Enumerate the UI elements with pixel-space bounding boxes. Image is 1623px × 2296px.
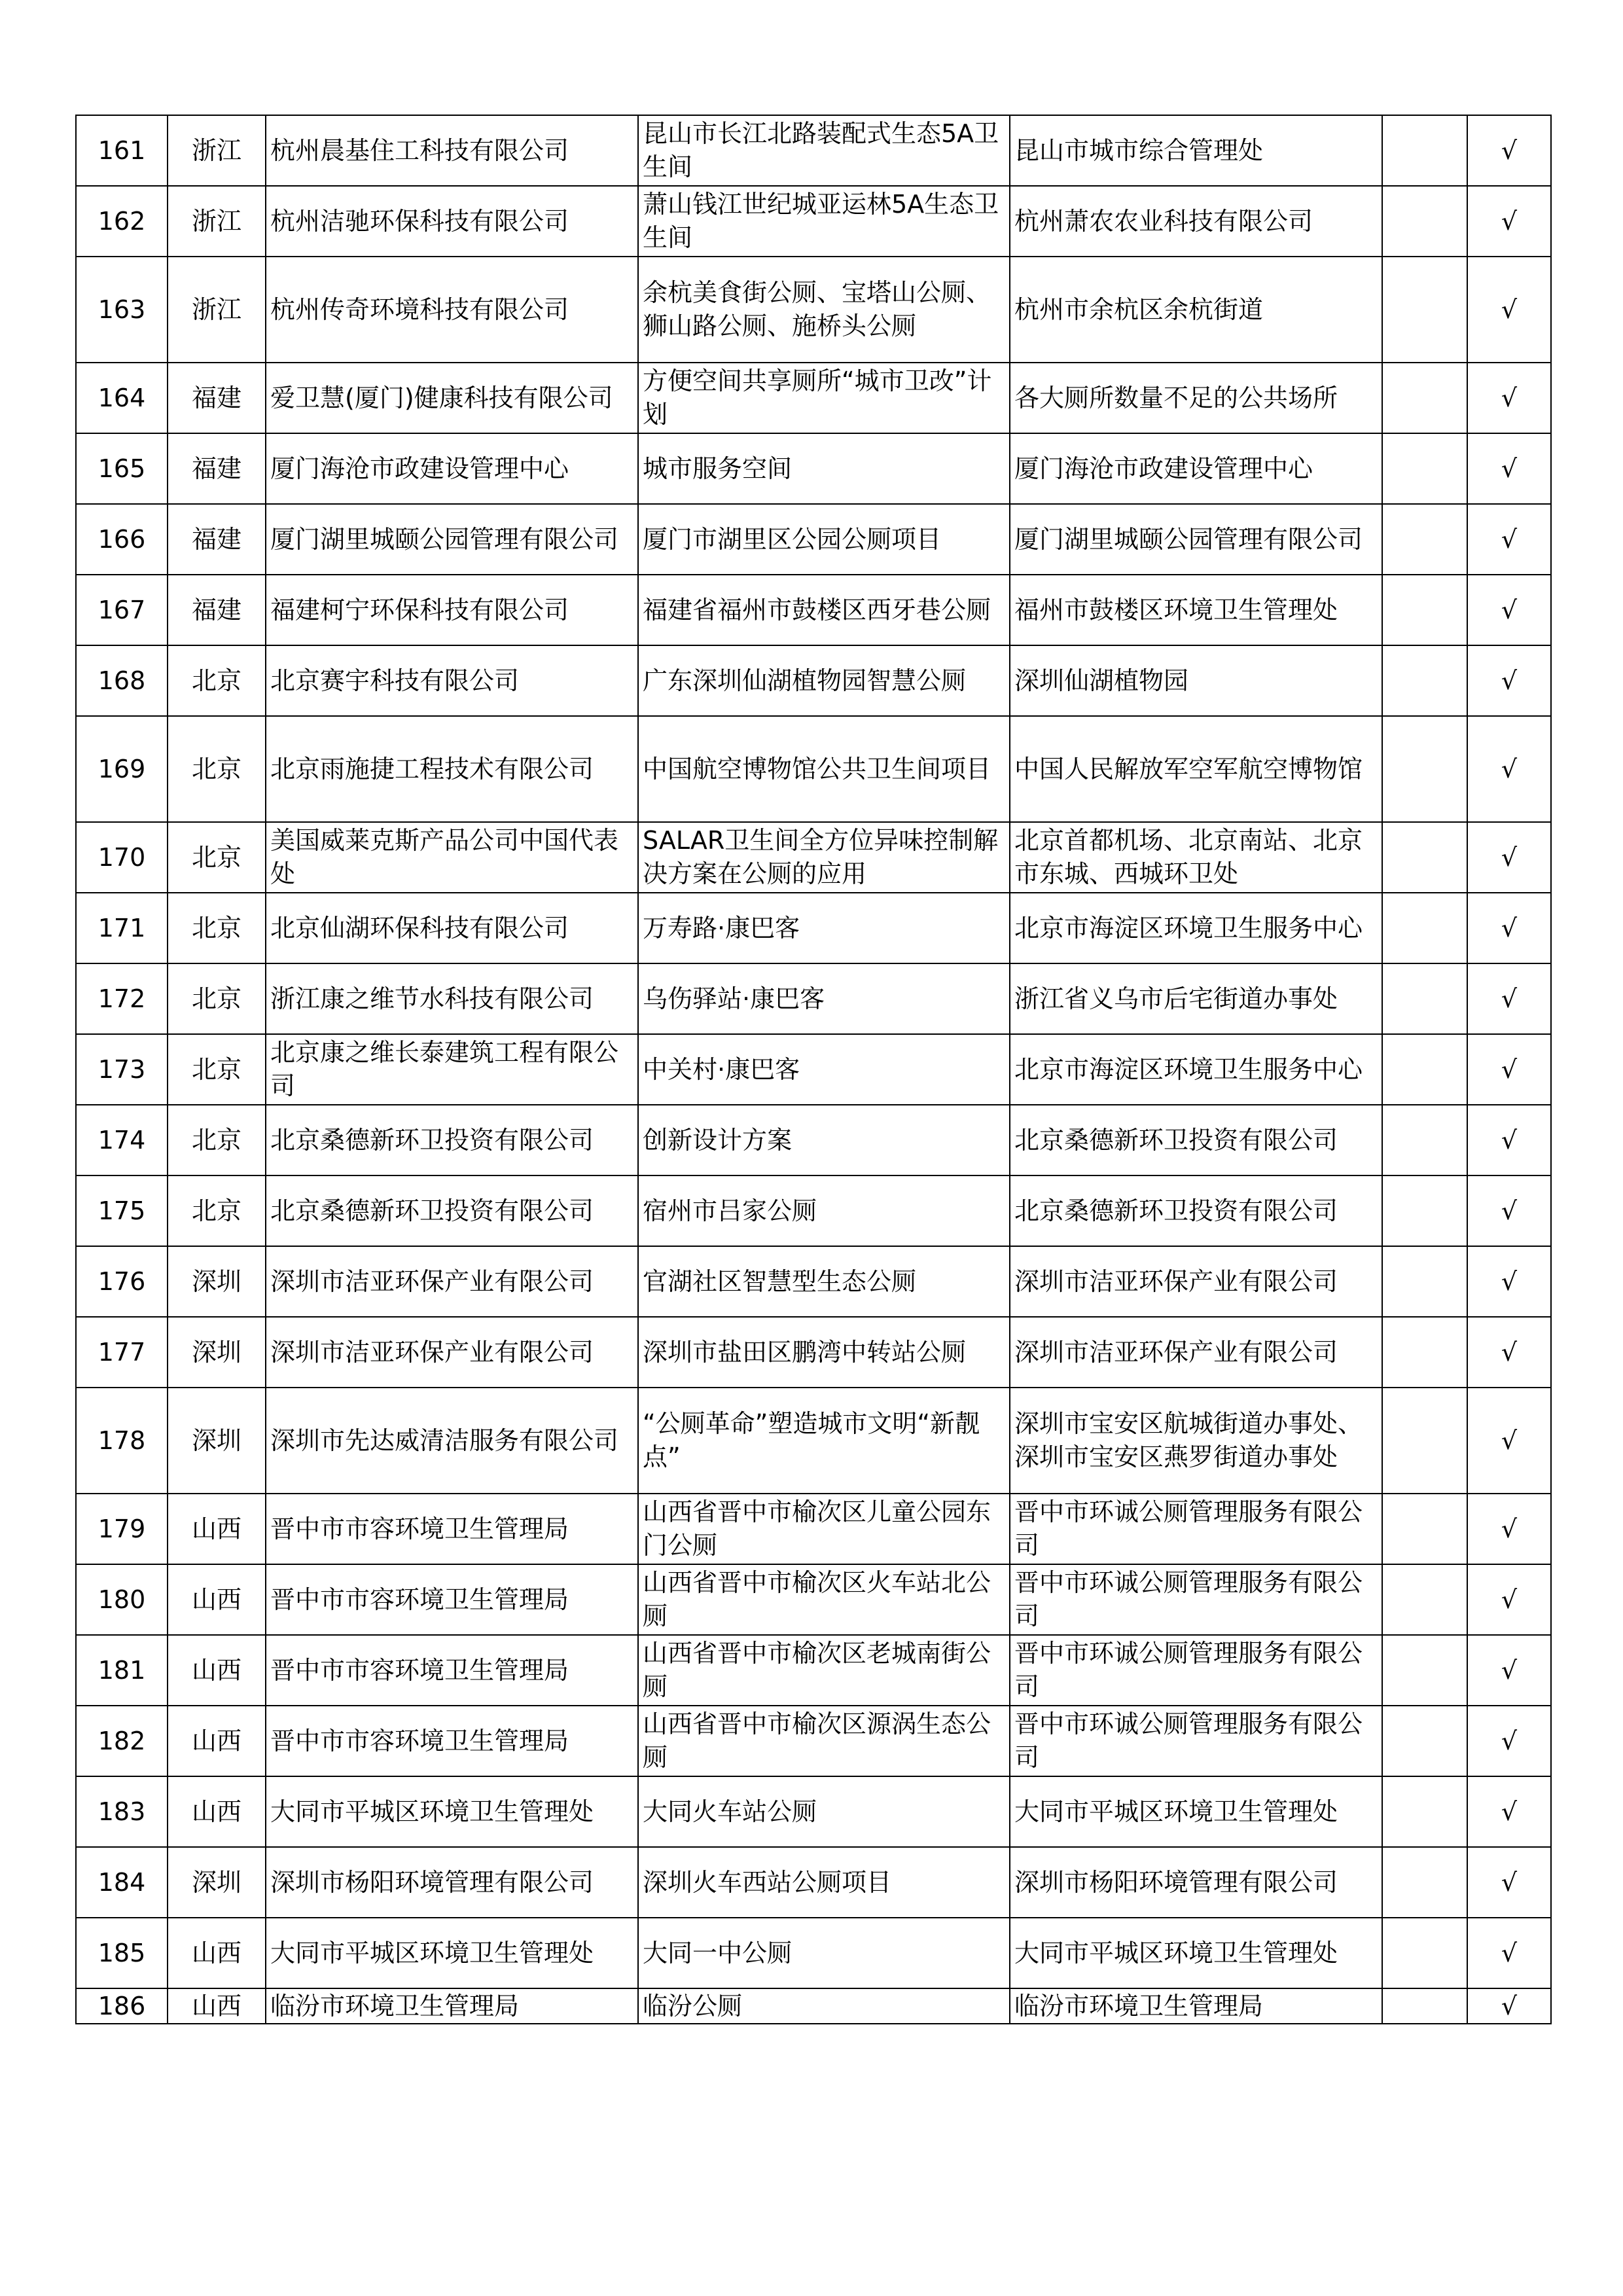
applicant-unit-cell: 大同市平城区环境卫生管理处 xyxy=(266,1776,638,1847)
row-number: 166 xyxy=(76,504,168,575)
project-name-cell: 城市服务空间 xyxy=(638,433,1010,504)
table-row xyxy=(76,893,1551,963)
check-mark-cell: √ xyxy=(1467,963,1551,1034)
province-cell: 福建 xyxy=(168,575,266,645)
check-mark-cell: √ xyxy=(1467,575,1551,645)
management-org-cell: 厦门海沧市政建设管理中心 xyxy=(1010,433,1382,504)
management-org-cell: 昆山市城市综合管理处 xyxy=(1010,115,1382,186)
check-mark-cell: √ xyxy=(1467,1847,1551,1918)
check-mark-cell: √ xyxy=(1467,115,1551,186)
province-cell: 深圳 xyxy=(168,1246,266,1317)
applicant-unit-cell: 福建柯宁环保科技有限公司 xyxy=(266,575,638,645)
project-name-cell: SALAR卫生间全方位异味控制解决方案在公厕的应用 xyxy=(638,822,1010,893)
check-mark-cell: √ xyxy=(1467,645,1551,716)
blank-cell xyxy=(1382,1847,1467,1918)
applicant-unit-cell: 北京桑德新环卫投资有限公司 xyxy=(266,1105,638,1175)
award-list-table xyxy=(75,115,1552,2024)
document-page xyxy=(75,115,1550,2024)
management-org-cell: 中国人民解放军空军航空博物馆 xyxy=(1010,716,1382,822)
province-cell: 北京 xyxy=(168,1105,266,1175)
province-cell: 山西 xyxy=(168,1564,266,1635)
management-org-cell: 晋中市环诚公厕管理服务有限公司 xyxy=(1010,1494,1382,1564)
check-mark-cell: √ xyxy=(1467,1494,1551,1564)
province-cell: 浙江 xyxy=(168,257,266,363)
management-org-cell: 深圳市洁亚环保产业有限公司 xyxy=(1010,1317,1382,1388)
check-mark-cell: √ xyxy=(1467,1388,1551,1494)
check-mark-cell: √ xyxy=(1467,1105,1551,1175)
applicant-unit-cell: 北京赛宇科技有限公司 xyxy=(266,645,638,716)
row-number: 183 xyxy=(76,1776,168,1847)
province-cell: 山西 xyxy=(168,1988,266,2024)
project-name-cell: 山西省晋中市榆次区火车站北公厕 xyxy=(638,1564,1010,1635)
row-number: 173 xyxy=(76,1034,168,1105)
blank-cell xyxy=(1382,1776,1467,1847)
blank-cell xyxy=(1382,893,1467,963)
province-cell: 福建 xyxy=(168,504,266,575)
blank-cell xyxy=(1382,822,1467,893)
project-name-cell: 山西省晋中市榆次区儿童公园东门公厕 xyxy=(638,1494,1010,1564)
applicant-unit-cell: 厦门湖里城颐公园管理有限公司 xyxy=(266,504,638,575)
check-mark-cell: √ xyxy=(1467,1988,1551,2024)
blank-cell xyxy=(1382,1105,1467,1175)
management-org-cell: 福州市鼓楼区环境卫生管理处 xyxy=(1010,575,1382,645)
management-org-cell: 北京桑德新环卫投资有限公司 xyxy=(1010,1175,1382,1246)
row-number: 186 xyxy=(76,1988,168,2024)
table-row xyxy=(76,1635,1551,1706)
check-mark-cell: √ xyxy=(1467,893,1551,963)
province-cell: 山西 xyxy=(168,1706,266,1776)
table-row xyxy=(76,1564,1551,1635)
project-name-cell: 大同火车站公厕 xyxy=(638,1776,1010,1847)
row-number: 164 xyxy=(76,363,168,433)
table-row xyxy=(76,1105,1551,1175)
blank-cell xyxy=(1382,645,1467,716)
blank-cell xyxy=(1382,1388,1467,1494)
row-number: 175 xyxy=(76,1175,168,1246)
blank-cell xyxy=(1382,575,1467,645)
management-org-cell: 晋中市环诚公厕管理服务有限公司 xyxy=(1010,1564,1382,1635)
check-mark-cell: √ xyxy=(1467,363,1551,433)
management-org-cell: 厦门湖里城颐公园管理有限公司 xyxy=(1010,504,1382,575)
row-number: 162 xyxy=(76,186,168,257)
table-row xyxy=(76,575,1551,645)
blank-cell xyxy=(1382,1635,1467,1706)
table-row xyxy=(76,1317,1551,1388)
row-number: 176 xyxy=(76,1246,168,1317)
table-row xyxy=(76,1175,1551,1246)
management-org-cell: 晋中市环诚公厕管理服务有限公司 xyxy=(1010,1635,1382,1706)
project-name-cell: 大同一中公厕 xyxy=(638,1918,1010,1988)
management-org-cell: 北京桑德新环卫投资有限公司 xyxy=(1010,1105,1382,1175)
applicant-unit-cell: 爱卫慧(厦门)健康科技有限公司 xyxy=(266,363,638,433)
management-org-cell: 杭州萧农农业科技有限公司 xyxy=(1010,186,1382,257)
province-cell: 福建 xyxy=(168,433,266,504)
table-row xyxy=(76,716,1551,822)
table-row xyxy=(76,822,1551,893)
table-row xyxy=(76,1388,1551,1494)
project-name-cell: 昆山市长江北路装配式生态5A卫生间 xyxy=(638,115,1010,186)
check-mark-cell: √ xyxy=(1467,186,1551,257)
blank-cell xyxy=(1382,1494,1467,1564)
blank-cell xyxy=(1382,363,1467,433)
check-mark-cell: √ xyxy=(1467,1564,1551,1635)
management-org-cell: 深圳市杨阳环境管理有限公司 xyxy=(1010,1847,1382,1918)
project-name-cell: 厦门市湖里区公园公厕项目 xyxy=(638,504,1010,575)
project-name-cell: 中关村·康巴客 xyxy=(638,1034,1010,1105)
applicant-unit-cell: 浙江康之维节水科技有限公司 xyxy=(266,963,638,1034)
table-row xyxy=(76,1246,1551,1317)
project-name-cell: 官湖社区智慧型生态公厕 xyxy=(638,1246,1010,1317)
table-row xyxy=(76,1776,1551,1847)
province-cell: 浙江 xyxy=(168,115,266,186)
applicant-unit-cell: 晋中市市容环境卫生管理局 xyxy=(266,1494,638,1564)
table-row xyxy=(76,1847,1551,1918)
check-mark-cell: √ xyxy=(1467,1175,1551,1246)
management-org-cell: 晋中市环诚公厕管理服务有限公司 xyxy=(1010,1706,1382,1776)
table-body xyxy=(76,115,1551,2024)
management-org-cell: 北京市海淀区环境卫生服务中心 xyxy=(1010,893,1382,963)
province-cell: 北京 xyxy=(168,716,266,822)
management-org-cell: 北京市海淀区环境卫生服务中心 xyxy=(1010,1034,1382,1105)
blank-cell xyxy=(1382,433,1467,504)
blank-cell xyxy=(1382,1918,1467,1988)
blank-cell xyxy=(1382,257,1467,363)
province-cell: 深圳 xyxy=(168,1388,266,1494)
table-row xyxy=(76,115,1551,186)
project-name-cell: 萧山钱江世纪城亚运林5A生态卫生间 xyxy=(638,186,1010,257)
table-row xyxy=(76,1494,1551,1564)
management-org-cell: 各大厕所数量不足的公共场所 xyxy=(1010,363,1382,433)
project-name-cell: 山西省晋中市榆次区源涡生态公厕 xyxy=(638,1706,1010,1776)
applicant-unit-cell: 深圳市先达威清洁服务有限公司 xyxy=(266,1388,638,1494)
table-row xyxy=(76,1706,1551,1776)
province-cell: 北京 xyxy=(168,645,266,716)
check-mark-cell: √ xyxy=(1467,822,1551,893)
management-org-cell: 临汾市环境卫生管理局 xyxy=(1010,1988,1382,2024)
check-mark-cell: √ xyxy=(1467,1034,1551,1105)
blank-cell xyxy=(1382,186,1467,257)
project-name-cell: 中国航空博物馆公共卫生间项目 xyxy=(638,716,1010,822)
check-mark-cell: √ xyxy=(1467,257,1551,363)
applicant-unit-cell: 深圳市洁亚环保产业有限公司 xyxy=(266,1246,638,1317)
applicant-unit-cell: 临汾市环境卫生管理局 xyxy=(266,1988,638,2024)
management-org-cell: 深圳市洁亚环保产业有限公司 xyxy=(1010,1246,1382,1317)
applicant-unit-cell: 深圳市杨阳环境管理有限公司 xyxy=(266,1847,638,1918)
province-cell: 北京 xyxy=(168,822,266,893)
management-org-cell: 深圳市宝安区航城街道办事处、深圳市宝安区燕罗街道办事处 xyxy=(1010,1388,1382,1494)
blank-cell xyxy=(1382,963,1467,1034)
project-name-cell: 深圳火车西站公厕项目 xyxy=(638,1847,1010,1918)
project-name-cell: 福建省福州市鼓楼区西牙巷公厕 xyxy=(638,575,1010,645)
applicant-unit-cell: 北京雨施捷工程技术有限公司 xyxy=(266,716,638,822)
row-number: 169 xyxy=(76,716,168,822)
row-number: 168 xyxy=(76,645,168,716)
blank-cell xyxy=(1382,1564,1467,1635)
applicant-unit-cell: 杭州洁驰环保科技有限公司 xyxy=(266,186,638,257)
province-cell: 北京 xyxy=(168,1034,266,1105)
province-cell: 山西 xyxy=(168,1635,266,1706)
row-number: 181 xyxy=(76,1635,168,1706)
row-number: 177 xyxy=(76,1317,168,1388)
table-row xyxy=(76,1988,1551,2024)
table-row xyxy=(76,257,1551,363)
project-name-cell: 宿州市吕家公厕 xyxy=(638,1175,1010,1246)
check-mark-cell: √ xyxy=(1467,1918,1551,1988)
table-row xyxy=(76,1918,1551,1988)
applicant-unit-cell: 大同市平城区环境卫生管理处 xyxy=(266,1918,638,1988)
province-cell: 北京 xyxy=(168,893,266,963)
blank-cell xyxy=(1382,115,1467,186)
project-name-cell: 万寿路·康巴客 xyxy=(638,893,1010,963)
check-mark-cell: √ xyxy=(1467,1246,1551,1317)
table-row xyxy=(76,1034,1551,1105)
check-mark-cell: √ xyxy=(1467,1706,1551,1776)
row-number: 171 xyxy=(76,893,168,963)
management-org-cell: 杭州市余杭区余杭街道 xyxy=(1010,257,1382,363)
check-mark-cell: √ xyxy=(1467,1776,1551,1847)
blank-cell xyxy=(1382,1706,1467,1776)
applicant-unit-cell: 北京康之维长泰建筑工程有限公司 xyxy=(266,1034,638,1105)
check-mark-cell: √ xyxy=(1467,504,1551,575)
management-org-cell: 深圳仙湖植物园 xyxy=(1010,645,1382,716)
row-number: 185 xyxy=(76,1918,168,1988)
management-org-cell: 北京首都机场、北京南站、北京市东城、西城环卫处 xyxy=(1010,822,1382,893)
project-name-cell: 深圳市盐田区鹏湾中转站公厕 xyxy=(638,1317,1010,1388)
check-mark-cell: √ xyxy=(1467,433,1551,504)
row-number: 184 xyxy=(76,1847,168,1918)
province-cell: 北京 xyxy=(168,1175,266,1246)
project-name-cell: 临汾公厕 xyxy=(638,1988,1010,2024)
row-number: 172 xyxy=(76,963,168,1034)
table-row xyxy=(76,504,1551,575)
project-name-cell: 余杭美食街公厕、宝塔山公厕、狮山路公厕、施桥头公厕 xyxy=(638,257,1010,363)
management-org-cell: 浙江省义乌市后宅街道办事处 xyxy=(1010,963,1382,1034)
table-row xyxy=(76,433,1551,504)
blank-cell xyxy=(1382,504,1467,575)
applicant-unit-cell: 北京桑德新环卫投资有限公司 xyxy=(266,1175,638,1246)
blank-cell xyxy=(1382,1246,1467,1317)
table-row xyxy=(76,363,1551,433)
row-number: 179 xyxy=(76,1494,168,1564)
project-name-cell: 方便空间共享厕所“城市卫改”计划 xyxy=(638,363,1010,433)
row-number: 178 xyxy=(76,1388,168,1494)
row-number: 170 xyxy=(76,822,168,893)
row-number: 174 xyxy=(76,1105,168,1175)
check-mark-cell: √ xyxy=(1467,1317,1551,1388)
province-cell: 浙江 xyxy=(168,186,266,257)
project-name-cell: “公厕革命”塑造城市文明“新靓点” xyxy=(638,1388,1010,1494)
applicant-unit-cell: 北京仙湖环保科技有限公司 xyxy=(266,893,638,963)
applicant-unit-cell: 杭州传奇环境科技有限公司 xyxy=(266,257,638,363)
table-row xyxy=(76,645,1551,716)
row-number: 161 xyxy=(76,115,168,186)
check-mark-cell: √ xyxy=(1467,1635,1551,1706)
applicant-unit-cell: 深圳市洁亚环保产业有限公司 xyxy=(266,1317,638,1388)
applicant-unit-cell: 晋中市市容环境卫生管理局 xyxy=(266,1706,638,1776)
project-name-cell: 山西省晋中市榆次区老城南街公厕 xyxy=(638,1635,1010,1706)
management-org-cell: 大同市平城区环境卫生管理处 xyxy=(1010,1918,1382,1988)
table-row xyxy=(76,963,1551,1034)
applicant-unit-cell: 晋中市市容环境卫生管理局 xyxy=(266,1564,638,1635)
management-org-cell: 大同市平城区环境卫生管理处 xyxy=(1010,1776,1382,1847)
province-cell: 北京 xyxy=(168,963,266,1034)
row-number: 163 xyxy=(76,257,168,363)
province-cell: 深圳 xyxy=(168,1847,266,1918)
applicant-unit-cell: 杭州晨基住工科技有限公司 xyxy=(266,115,638,186)
province-cell: 山西 xyxy=(168,1776,266,1847)
applicant-unit-cell: 晋中市市容环境卫生管理局 xyxy=(266,1635,638,1706)
table-row xyxy=(76,186,1551,257)
blank-cell xyxy=(1382,1034,1467,1105)
blank-cell xyxy=(1382,1988,1467,2024)
province-cell: 深圳 xyxy=(168,1317,266,1388)
project-name-cell: 创新设计方案 xyxy=(638,1105,1010,1175)
province-cell: 福建 xyxy=(168,363,266,433)
applicant-unit-cell: 厦门海沧市政建设管理中心 xyxy=(266,433,638,504)
row-number: 165 xyxy=(76,433,168,504)
province-cell: 山西 xyxy=(168,1494,266,1564)
project-name-cell: 乌伤驿站·康巴客 xyxy=(638,963,1010,1034)
row-number: 182 xyxy=(76,1706,168,1776)
project-name-cell: 广东深圳仙湖植物园智慧公厕 xyxy=(638,645,1010,716)
row-number: 167 xyxy=(76,575,168,645)
row-number: 180 xyxy=(76,1564,168,1635)
blank-cell xyxy=(1382,1317,1467,1388)
applicant-unit-cell: 美国威莱克斯产品公司中国代表处 xyxy=(266,822,638,893)
check-mark-cell: √ xyxy=(1467,716,1551,822)
blank-cell xyxy=(1382,716,1467,822)
blank-cell xyxy=(1382,1175,1467,1246)
province-cell: 山西 xyxy=(168,1918,266,1988)
